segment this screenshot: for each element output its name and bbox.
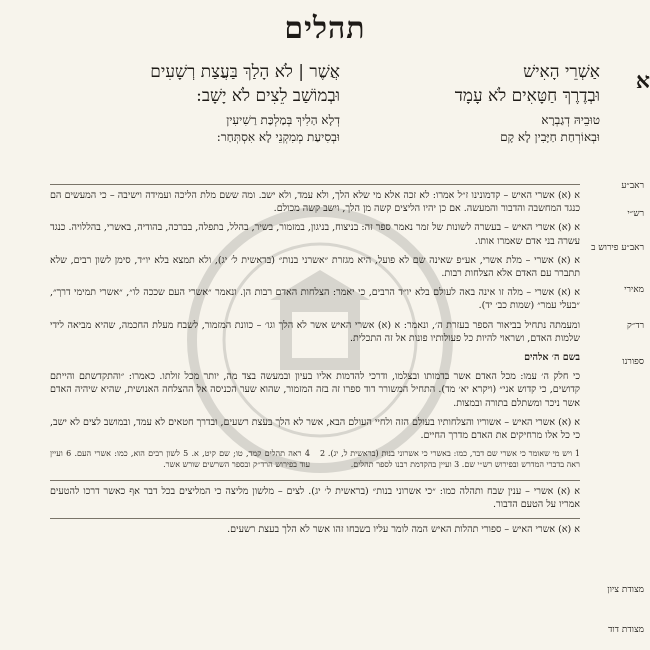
- divider: [50, 184, 580, 185]
- targum-left-1: דְלָא הַלִיךְ בְּמַלְכַּת רַשִׁיעִין: [226, 113, 340, 127]
- side-label-ibn-ezra-2: ראב״ע פירוש ב: [591, 243, 644, 253]
- targum-right-1: טוּבֵיהּ דְגַבְרָא: [541, 113, 600, 127]
- commentary-sforno-heading: בשם ה׳ אלהים: [524, 352, 580, 364]
- commentary-ibn-ezra: א (א) אשרי האיש – קדמונינו ז״ל אמרו: לא זכה אלא מי שלא הלך, ולא עמד, ולא ישב. ומה ששם מלת הליכה ועמידה וישיבה – כי המעשים הם כנגד המחשבה והדבור והמעשה. אם כן יהיו הליצים קשה מן הלך, וישב קשה מכולם.: [50, 190, 580, 215]
- commentary-body: [50, 180, 580, 542]
- verse-hebrew-right-2: וּבְדֶרֶךְ חַטָּאִים לֹא עָמָד: [454, 86, 600, 106]
- footnote-1: 1 ויש מי שאומר כי אשרי שם דבר, כמו: באשרי כי אשרוני בנות (בראשית ל, יג). 2 ראה בדברי המדרש ובפירוש רש״י שם. 3 ועיין בהקדמת רבנו לספר תהלים.: [320, 449, 580, 470]
- verse-hebrew-right-1: אַשְׁרֵי הָאִישׁ: [523, 62, 600, 82]
- targum-left-2: וּבְסִיעַת מְמִקְנֵי לָא אִסְתְּחַר:: [216, 130, 340, 144]
- verse-hebrew-left-1: אֲשֶׁר | לֹא הָלַךְ בַּעֲצַת רְשָׁעִים: [150, 62, 340, 82]
- verse-right-column: [350, 60, 600, 146]
- page-title: תהלים: [284, 12, 366, 45]
- commentary-metzudat-david: א (א) אשרי האיש – ספורי תהלות האיש המה לומר עליו בשבחו זהו אשר לא הלך בעצת רשעים.: [227, 523, 580, 535]
- side-label-meiri: מאירי: [624, 285, 644, 295]
- targum-left: [80, 112, 340, 146]
- side-label-radak: רד״ק: [627, 321, 644, 331]
- commentary-sforno: כי חלק ה׳ עמו: מכל האדם אשר בדמותו ובצלמו, ודרכי להדמות אליו בעיון ובמעשה בצד מה, יותר מכל זולתו. כאמרו: ״והתקדשתם והייתם קדושים, כי קדוש אני״ (ויקרא יא׳ מד). התחיל המשורר דוד ספרו זה בזה המזמור, שהוא שער הכניסה אל ההצלחה האנושית, שהיא שיהיה האדם אשר ניכר ומשתלם בתורה ובמצות.: [50, 371, 580, 409]
- side-label-rashi: רש״י: [627, 209, 644, 219]
- commentary-rashi: א (א) אשרי האיש – בעשרה לשונות של זמר נאמר ספר זה: בניצוח, בניגון, במזמור, בשיר, בהלל, בתפלה, בברכה, בהודיה, באשרי, בהללויה. כנגד עשרה בני אדם שאמרו אותו.: [50, 222, 580, 247]
- targum-right-2: וּבְאוֹרְחַת חַיָּבִין לָא קָם: [500, 130, 600, 144]
- side-label-ibn-ezra: ראב״ע: [621, 181, 644, 191]
- commentary-metzudat-zion: א (א) אשרי – ענין שבח ותהלה כמו: ״כי אשרוני בנות״ (בראשית ל׳ יג). לצים – מלשון מליצה כי המליצים בכל דבר אף כאשר דרכו להטעים אמריו על הטעם הדבור.: [50, 486, 580, 511]
- side-label-sforno: ספורנו: [622, 357, 644, 367]
- commentary-meiri: א (א) אשרי – מלה זו אינה באה לעולם בלא יו״ד הרבים, כי יאמר: הצלחות האדם רבות הן. ונאמר ״אשרי העם שככה לו״, ״אשרי תמימי דרך״, ״בעלי עמר״ (שמות כב׳ יד).: [50, 287, 580, 312]
- footnotes: [50, 448, 580, 476]
- commentary-radak: ומעמתה נתחיל בביאור הספר בעזרת ה׳, ונאמר: א (א) אשרי האיש אשר לא הלך וגו׳ – כוונת המזמור, לשבח מעלת החכמה, שהיא מביאה לידי שלמות האדם, ושראוי להיות כל פעולותיו פונות אל זה התכלית.: [50, 319, 580, 344]
- side-label-metzudat-zion: מצודת ציון: [607, 585, 644, 595]
- verse-hebrew-left-2: וּבְמוֹשַׁב לֵצִים לֹא יָשָׁב:: [196, 86, 340, 106]
- verse-number: א: [635, 68, 650, 94]
- footnote-2: 4 ראה תהלים קמד, טו; שם קיט, א. 5 לשון רבים הוא, כמו: אשרי העם. 6 ועיין עוד בפירוש הרד״ק ובספר השרשים שורש אשר.: [50, 449, 310, 470]
- targum-right: [350, 112, 600, 146]
- divider: [50, 480, 580, 481]
- divider: [50, 518, 580, 519]
- commentary-sforno-2: א (א) אשרי האיש – אשוריו והצלחותיו בעולם הזה ולחיי העולם הבא, אשר לא הלך בעצת רשעים, ובדרך חטאים לא עמד, ובמושב לצים לא ישב, כי כל אלו מרחיקים את האדם מדרך החיים.: [50, 416, 580, 442]
- verse-block: [80, 60, 650, 170]
- commentary-ibn-ezra-2: א (א) אשרי – מלת אשרי, אע״פ שאינה שם לא פועל, היא מגזרת ״אשרני בנות״ (בראשית ל׳ יג), ולא תמצא בלא יו״ד, סימן לשון רבים, שלא תתברר עם האדם אלא הצלחות רבות.: [50, 254, 580, 280]
- verse-left-column: [80, 60, 340, 146]
- side-label-metzudat-david: מצודת דוד: [608, 625, 644, 635]
